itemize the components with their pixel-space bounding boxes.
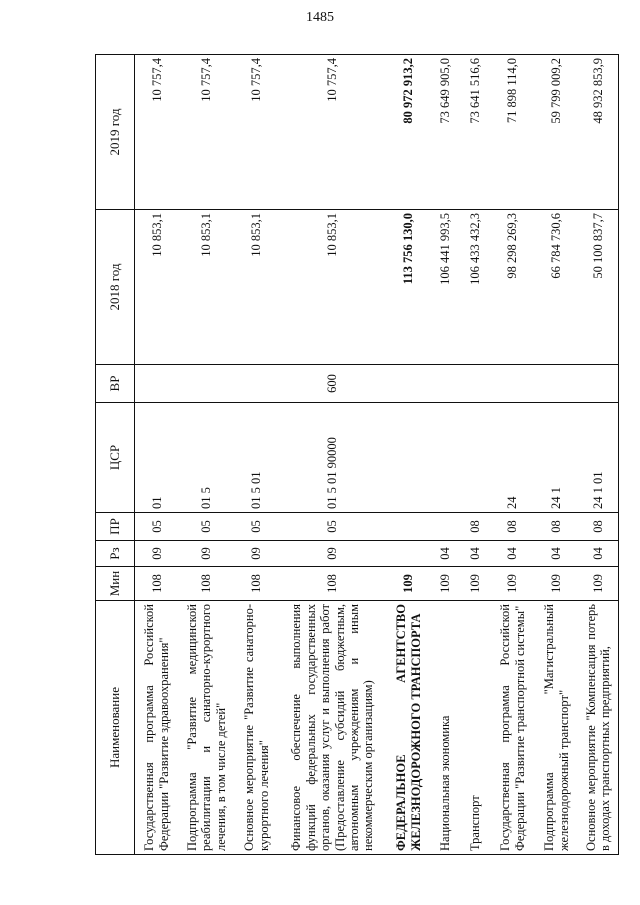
row-name: Основное мероприятие "Развитие санаторно-курортного лечения" [235, 601, 279, 855]
row-2019: 48 932 853,9 [579, 55, 619, 210]
table-row [179, 55, 235, 855]
row-pr: 08 [535, 513, 579, 541]
row-2018: 113 756 130,0 [387, 210, 431, 365]
table-row [279, 55, 387, 855]
row-vr [135, 365, 179, 403]
row-pr [387, 513, 431, 541]
row-name: Национальная экономика [431, 601, 461, 855]
row-pr: 05 [235, 513, 279, 541]
row-rz: 09 [235, 541, 279, 567]
header-csr: ЦСР [96, 403, 135, 513]
row-vr: 600 [279, 365, 387, 403]
row-rz: 04 [431, 541, 461, 567]
row-2019: 73 641 516,6 [461, 55, 491, 210]
row-csr: 01 [135, 403, 179, 513]
row-2019: 59 799 009,2 [535, 55, 579, 210]
row-pr: 08 [461, 513, 491, 541]
row-2018: 10 853,1 [279, 210, 387, 365]
row-csr [461, 403, 491, 513]
row-min: 109 [387, 567, 431, 601]
row-2019: 10 757,4 [135, 55, 179, 210]
row-min: 109 [535, 567, 579, 601]
header-rz: Рз [96, 541, 135, 567]
row-vr [579, 365, 619, 403]
table-row [535, 55, 579, 855]
row-2019: 10 757,4 [235, 55, 279, 210]
row-rz: 09 [135, 541, 179, 567]
row-min: 108 [179, 567, 235, 601]
row-name: Финансовое обеспечение выполнения функций федеральных государственных органов, оказания услуг и выполнения работ (Предоставление субсидий бюджетным, автономным учреждениям и иным некоммерческим организациям) [279, 601, 387, 855]
row-pr: 05 [135, 513, 179, 541]
row-2019: 80 972 913,2 [387, 55, 431, 210]
row-csr: 01 5 01 90000 [279, 403, 387, 513]
row-pr: 05 [279, 513, 387, 541]
row-vr [387, 365, 431, 403]
row-csr [387, 403, 431, 513]
row-csr [431, 403, 461, 513]
row-name: Государственная программа Российской Федерации "Развитие здравоохранения" [135, 601, 179, 855]
row-vr [535, 365, 579, 403]
row-name: Подпрограмма "Магистральный железнодорожный транспорт" [535, 601, 579, 855]
row-name: Транспорт [461, 601, 491, 855]
row-name: Государственная программа Российской Федерации "Развитие транспортной системы" [491, 601, 535, 855]
row-vr [431, 365, 461, 403]
row-csr: 01 5 [179, 403, 235, 513]
row-csr: 24 1 01 [579, 403, 619, 513]
row-rz: 09 [179, 541, 235, 567]
header-min: Мин [96, 567, 135, 601]
header-name: Наименование [96, 601, 135, 855]
page-number: 1485 [306, 10, 334, 25]
row-rz: 09 [279, 541, 387, 567]
row-pr [431, 513, 461, 541]
row-2019: 73 649 905,0 [431, 55, 461, 210]
table-row [135, 55, 179, 855]
row-name: Подпрограмма "Развитие медицинской реабилитации и санаторно-курортного лечения, в том числе детей" [179, 601, 235, 855]
row-min: 109 [579, 567, 619, 601]
row-csr: 24 1 [535, 403, 579, 513]
row-2018: 106 441 993,5 [431, 210, 461, 365]
row-name: ФЕДЕРАЛЬНОЕ АГЕНТСТВО ЖЕЛЕЗНОДОРОЖНОГО ТРАНСПОРТА [387, 601, 431, 855]
header-2019: 2019 год [96, 55, 135, 210]
header-pr: ПР [96, 513, 135, 541]
row-rz: 04 [535, 541, 579, 567]
table-row [235, 55, 279, 855]
row-min: 109 [491, 567, 535, 601]
row-2018: 98 298 269,3 [491, 210, 535, 365]
table-header-row [96, 55, 135, 855]
row-vr [491, 365, 535, 403]
table-row [461, 55, 491, 855]
row-pr: 08 [579, 513, 619, 541]
row-2018: 66 784 730,6 [535, 210, 579, 365]
row-vr [235, 365, 279, 403]
table-row [387, 55, 431, 855]
row-2018: 10 853,1 [235, 210, 279, 365]
row-csr: 01 5 01 [235, 403, 279, 513]
row-min: 109 [461, 567, 491, 601]
row-min: 109 [431, 567, 461, 601]
row-2018: 106 433 432,3 [461, 210, 491, 365]
row-vr [179, 365, 235, 403]
row-min: 108 [135, 567, 179, 601]
row-2018: 50 100 837,7 [579, 210, 619, 365]
row-csr: 24 [491, 403, 535, 513]
row-rz: 04 [461, 541, 491, 567]
header-2018: 2018 год [96, 210, 135, 365]
row-pr: 05 [179, 513, 235, 541]
row-2018: 10 853,1 [179, 210, 235, 365]
row-name: Основное мероприятие "Компенсация потерь в доходах транспортных предприятий, [579, 601, 619, 855]
row-vr [461, 365, 491, 403]
row-min: 108 [235, 567, 279, 601]
row-pr: 08 [491, 513, 535, 541]
row-2019: 71 898 114,0 [491, 55, 535, 210]
row-min: 108 [279, 567, 387, 601]
table-row [431, 55, 461, 855]
row-rz: 04 [491, 541, 535, 567]
row-rz [387, 541, 431, 567]
budget-table [95, 54, 619, 855]
row-2019: 10 757,4 [179, 55, 235, 210]
row-rz: 04 [579, 541, 619, 567]
table-row [491, 55, 535, 855]
table-row [579, 55, 619, 855]
row-2019: 10 757,4 [279, 55, 387, 210]
row-2018: 10 853,1 [135, 210, 179, 365]
header-vr: ВР [96, 365, 135, 403]
budget-table-container [95, 55, 613, 855]
